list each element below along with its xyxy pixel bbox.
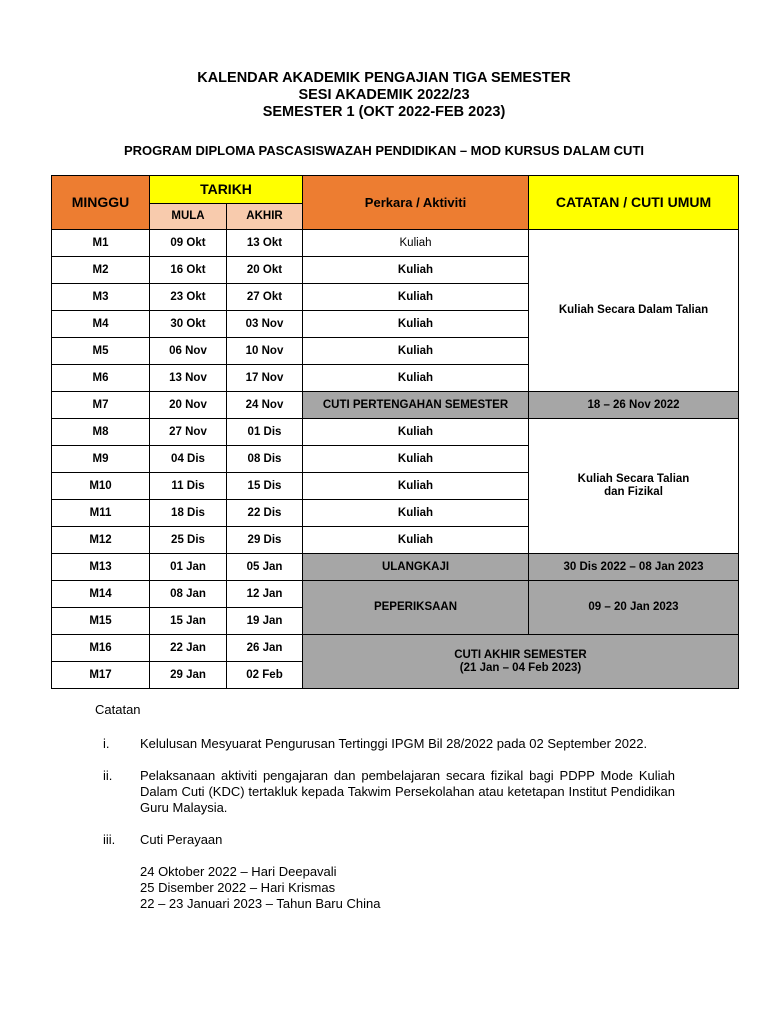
week-cell: M6 [52,365,150,392]
end-date-cell: 08 Dis [227,446,303,473]
week-cell: M11 [52,500,150,527]
start-date-cell: 20 Nov [150,392,227,419]
note-text [140,832,675,912]
start-date-cell: 13 Nov [150,365,227,392]
end-date-cell: 15 Dis [227,473,303,500]
table-row [52,392,739,419]
title-line-3: SEMESTER 1 (OKT 2022-FEB 2023) [262,104,506,120]
holiday-entry: 22 – 23 Januari 2023 – Tahun Baru China [140,896,381,911]
start-date-cell: 25 Dis [150,527,227,554]
title-line-1: KALENDAR AKADEMIK PENGAJIAN TIGA SEMESTER [197,70,571,86]
activity-cell-exam: PEPERIKSAAN [303,581,529,635]
week-cell: M15 [52,608,150,635]
week-cell: M8 [52,419,150,446]
header-perkara: Perkara / Aktiviti [303,176,529,230]
header-catatan: CATATAN / CUTI UMUM [529,176,739,230]
note-text: Kelulusan Mesyuarat Pengurusan Tertinggi IPGM Bil 28/2022 pada 02 September 2022. [140,736,648,751]
remark-hybrid-line-1: Kuliah Secara Talian [577,473,690,485]
start-date-cell: 22 Jan [150,635,227,662]
activity-cell: Kuliah [303,230,529,257]
start-date-cell: 01 Jan [150,554,227,581]
start-date-cell: 09 Okt [150,230,227,257]
week-cell: M4 [52,311,150,338]
week-cell: M16 [52,635,150,662]
note-number: ii. [103,768,113,783]
header-akhir: AKHIR [227,204,303,230]
end-date-cell: 22 Dis [227,500,303,527]
note-item [95,768,675,816]
activity-cell: Kuliah [303,527,529,554]
program-title: PROGRAM DIPLOMA PASCASISWAZAH PENDIDIKAN – MOD KURSUS DALAM CUTI [123,143,644,158]
notes-section [95,702,675,928]
note-text: Pelaksanaan aktiviti pengajaran dan pembelajaran secara fizikal bagi PDPP Mode Kuliah Dalam Cuti (KDC) tertakluk kepada Takwim Persekolahan atau ketetapan Institut Pendidikan Guru Malaysia. [140,768,675,815]
start-date-cell: 11 Dis [150,473,227,500]
remark-midsem-dates: 18 – 26 Nov 2022 [529,392,739,419]
table-row [52,230,739,257]
week-cell: M3 [52,284,150,311]
note-number: iii. [103,832,116,847]
end-semester-label: CUTI AKHIR SEMESTER [454,648,587,661]
week-cell: M10 [52,473,150,500]
activity-cell: Kuliah [303,311,529,338]
end-semester-dates: (21 Jan – 04 Feb 2023) [459,661,582,674]
festive-holidays-label: Cuti Perayaan [140,832,223,847]
end-date-cell: 02 Feb [227,662,303,689]
header-row [52,176,739,204]
activity-cell: Kuliah [303,257,529,284]
week-cell: M17 [52,662,150,689]
week-cell: M2 [52,257,150,284]
week-cell: M1 [52,230,150,257]
end-date-cell: 05 Jan [227,554,303,581]
remark-hybrid [529,419,739,554]
start-date-cell: 23 Okt [150,284,227,311]
activity-cell-midsem-break: CUTI PERTENGAHAN SEMESTER [303,392,529,419]
activity-cell: Kuliah [303,473,529,500]
title-line-2: SESI AKADEMIK 2022/23 [298,87,470,103]
start-date-cell: 30 Okt [150,311,227,338]
end-date-cell: 01 Dis [227,419,303,446]
week-cell: M7 [52,392,150,419]
activity-cell: Kuliah [303,284,529,311]
activity-cell: Kuliah [303,365,529,392]
end-date-cell: 20 Okt [227,257,303,284]
remark-exam-dates: 09 – 20 Jan 2023 [529,581,739,635]
remark-hybrid-line-2: dan Fizikal [604,486,663,498]
start-date-cell: 06 Nov [150,338,227,365]
end-date-cell: 10 Nov [227,338,303,365]
holiday-entry: 24 Oktober 2022 – Hari Deepavali [140,864,337,879]
start-date-cell: 27 Nov [150,419,227,446]
end-date-cell: 26 Jan [227,635,303,662]
week-cell: M9 [52,446,150,473]
end-semester-break [303,635,739,689]
activity-cell: Kuliah [303,338,529,365]
notes-heading: Catatan [95,702,141,717]
end-date-cell: 27 Okt [227,284,303,311]
end-date-cell: 13 Okt [227,230,303,257]
header-minggu: MINGGU [52,176,150,230]
header-tarikh: TARIKH [150,176,303,204]
note-item [95,736,675,752]
activity-cell-revision: ULANGKAJI [303,554,529,581]
start-date-cell: 18 Dis [150,500,227,527]
end-date-cell: 17 Nov [227,365,303,392]
holiday-entry: 25 Disember 2022 – Hari Krismas [140,880,336,895]
title-block [0,70,768,121]
start-date-cell: 29 Jan [150,662,227,689]
table-row [52,419,739,446]
week-cell: M5 [52,338,150,365]
end-date-cell: 29 Dis [227,527,303,554]
remark-revision-dates: 30 Dis 2022 – 08 Jan 2023 [529,554,739,581]
start-date-cell: 04 Dis [150,446,227,473]
table-row [52,635,739,662]
remark-online: Kuliah Secara Dalam Talian [529,230,739,392]
calendar-table [51,175,739,689]
table-row [52,581,739,608]
note-item [95,832,675,912]
week-cell: M13 [52,554,150,581]
activity-cell: Kuliah [303,500,529,527]
activity-cell: Kuliah [303,446,529,473]
end-date-cell: 24 Nov [227,392,303,419]
start-date-cell: 08 Jan [150,581,227,608]
table-row [52,554,739,581]
week-cell: M12 [52,527,150,554]
start-date-cell: 15 Jan [150,608,227,635]
week-cell: M14 [52,581,150,608]
note-number: i. [103,736,110,751]
end-date-cell: 03 Nov [227,311,303,338]
start-date-cell: 16 Okt [150,257,227,284]
end-date-cell: 12 Jan [227,581,303,608]
activity-cell: Kuliah [303,419,529,446]
end-date-cell: 19 Jan [227,608,303,635]
header-mula: MULA [150,204,227,230]
